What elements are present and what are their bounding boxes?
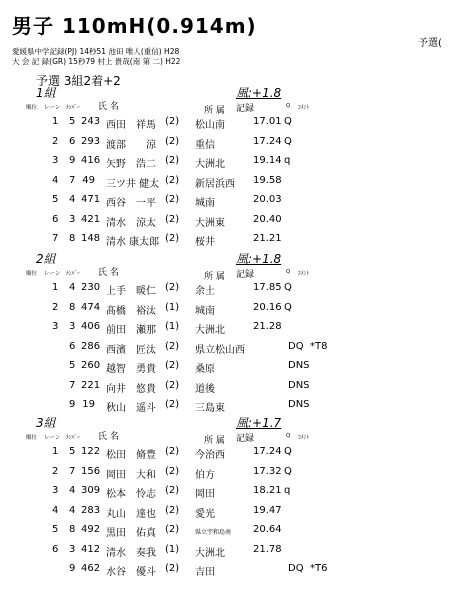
- col-name: 氏 名: [98, 102, 119, 112]
- col-rank: 順位: [26, 435, 38, 441]
- comment-cell: *T6: [310, 563, 328, 574]
- bib-number: 474: [81, 301, 101, 313]
- lane-cell: 4: [69, 194, 76, 205]
- athlete-name: 西谷 一平: [106, 198, 156, 209]
- result-row: [0, 233, 450, 253]
- qualification-mark: Q: [284, 446, 292, 457]
- record-time: 17.32: [253, 465, 282, 477]
- record-time: 21.28: [253, 321, 282, 332]
- grade-cell: (1): [165, 301, 180, 313]
- heat-name: 2組: [36, 252, 56, 266]
- col-lane: レーン: [44, 271, 61, 277]
- result-row: [0, 155, 450, 175]
- lane-cell: 3: [69, 543, 76, 555]
- athlete-name: 清水 涼太: [106, 217, 156, 229]
- lane-cell: 5: [69, 446, 76, 457]
- rank-cell: 6: [52, 213, 59, 225]
- record-time: 20.40: [253, 213, 282, 225]
- athlete-name: 西田 祥馬: [106, 120, 156, 131]
- col-affiliation: 所 属: [204, 272, 225, 282]
- grade-cell: (2): [165, 465, 180, 477]
- result-row: [0, 136, 450, 156]
- athlete-name: 秋山 遥斗: [106, 403, 156, 414]
- col-name: 氏 名: [98, 432, 119, 442]
- col-q: Q: [286, 269, 291, 275]
- team-name: 城南: [195, 305, 215, 317]
- athlete-name: 上手 暖仁: [106, 286, 156, 297]
- result-row: [0, 466, 450, 486]
- qualification-mark: Q: [284, 116, 292, 127]
- athlete-name: 清水 奏我: [106, 547, 156, 559]
- bib-number: 293: [81, 135, 101, 147]
- bib-number: 471: [81, 194, 101, 205]
- result-row: [0, 302, 450, 322]
- col-rank: 順位: [26, 105, 38, 111]
- heat-info: 予選 3組2着+2: [36, 74, 121, 88]
- rank-cell: 4: [52, 174, 59, 186]
- record-time: DNS: [288, 360, 310, 371]
- team-name: 岡田: [195, 489, 215, 500]
- bib-number: 406: [81, 321, 101, 332]
- lane-cell: 4: [69, 504, 76, 516]
- team-name: 桜井: [195, 237, 215, 248]
- bib-number: 309: [81, 485, 101, 496]
- col-lane: レーン: [44, 105, 61, 111]
- record-time: DQ: [288, 563, 304, 574]
- lane-cell: 8: [69, 524, 76, 535]
- qualification-mark: Q: [284, 465, 292, 477]
- lane-cell: 9: [69, 155, 76, 166]
- rank-cell: 1: [52, 282, 59, 293]
- rank-cell: 7: [52, 233, 59, 244]
- athlete-name: 前田 瀬那: [106, 325, 156, 336]
- result-row: [0, 505, 450, 525]
- team-name: 重信: [195, 139, 215, 151]
- bib-number: 286: [81, 340, 101, 352]
- col-affiliation: 所 属: [204, 436, 225, 446]
- col-name: 氏 名: [98, 268, 119, 278]
- team-name: 吉田: [195, 567, 215, 578]
- grade-cell: (2): [165, 213, 180, 225]
- grade-cell: (2): [165, 174, 180, 186]
- col-lane: レーン: [44, 435, 61, 441]
- result-row: [0, 321, 450, 341]
- grade-cell: (2): [165, 524, 180, 535]
- record-time: DQ: [288, 340, 304, 352]
- lane-cell: 7: [69, 174, 76, 186]
- record-pj: 愛媛県中学記録(PJ) 14秒51 池田 唯人(重信) H28: [12, 47, 180, 56]
- record-time: 21.21: [253, 233, 282, 244]
- lane-cell: 7: [69, 379, 76, 391]
- grade-cell: (2): [165, 446, 180, 457]
- result-row: [0, 360, 450, 380]
- lane-cell: 7: [69, 465, 76, 477]
- grade-cell: (2): [165, 399, 180, 410]
- athlete-name: 水谷 優斗: [106, 567, 156, 578]
- grade-cell: (2): [165, 340, 180, 352]
- athlete-name: 向井 悠貴: [106, 383, 156, 395]
- col-record: 記録: [236, 434, 255, 444]
- qualification-mark: Q: [284, 135, 292, 147]
- team-name: 城南: [195, 198, 215, 209]
- col-number: ﾅﾝﾊﾞｰ: [66, 105, 80, 111]
- athlete-name: 髙橋 裕汰: [106, 305, 156, 317]
- team-name: 大洲北: [195, 325, 225, 336]
- col-affiliation: 所 属: [204, 106, 225, 116]
- record-time: 19.58: [253, 174, 282, 186]
- athlete-name: 丸山 達也: [106, 508, 156, 520]
- record-time: 17.85: [253, 282, 282, 293]
- record-time: 19.14: [253, 155, 282, 166]
- lane-cell: 4: [69, 485, 76, 496]
- bib-number: 122: [81, 446, 101, 457]
- lane-cell: 4: [69, 282, 76, 293]
- bib-number: 148: [81, 233, 101, 244]
- record-time: 17.24: [253, 446, 282, 457]
- athlete-name: 矢野 浩二: [106, 159, 156, 170]
- col-record: 記録: [236, 104, 255, 114]
- lane-cell: 3: [69, 213, 76, 225]
- rank-cell: 3: [52, 321, 59, 332]
- grade-cell: (2): [165, 194, 180, 205]
- record-time: 21.78: [253, 543, 282, 555]
- record-time: 17.01: [253, 116, 282, 127]
- col-comment: ｺﾒﾝﾄ: [298, 271, 310, 277]
- team-name: 新居浜西: [195, 178, 235, 190]
- record-time: DNS: [288, 399, 310, 410]
- team-name: 県立松山西: [195, 344, 245, 356]
- col-number: ﾅﾝﾊﾞｰ: [66, 435, 80, 441]
- team-name: 余土: [195, 286, 215, 297]
- record-time: 20.64: [253, 524, 282, 535]
- grade-cell: (2): [165, 135, 180, 147]
- rank-cell: 2: [52, 135, 59, 147]
- col-comment: ｺﾒﾝﾄ: [298, 435, 310, 441]
- athlete-name: 黒田 佑真: [106, 528, 156, 539]
- team-name: 松山南: [195, 120, 225, 131]
- col-q: Q: [286, 433, 291, 439]
- result-row: [0, 282, 450, 302]
- athlete-name: 松田 脩豊: [106, 450, 156, 461]
- result-row: [0, 544, 450, 564]
- heat-name: 3組: [36, 416, 56, 430]
- wind-reading: 風:+1.7: [236, 416, 282, 430]
- qualification-mark: Q: [284, 301, 292, 313]
- bib-number: 156: [81, 465, 101, 477]
- bib-number: 416: [81, 155, 101, 166]
- bib-number: 492: [81, 524, 101, 535]
- grade-cell: (2): [165, 379, 180, 391]
- athlete-name: 松本 怜志: [106, 489, 156, 500]
- lane-cell: 9: [69, 399, 76, 410]
- record-time: 20.16: [253, 301, 282, 313]
- record-time: 20.03: [253, 194, 282, 205]
- rank-cell: 3: [52, 155, 59, 166]
- team-name: 大洲北: [195, 547, 225, 559]
- team-name: 今治西: [195, 450, 225, 461]
- result-row: [0, 380, 450, 400]
- record-time: 17.24: [253, 135, 282, 147]
- wind-reading: 風:+1.8: [236, 86, 282, 100]
- bib-number: 19: [82, 399, 95, 410]
- rank-cell: 1: [52, 446, 59, 457]
- result-row: [0, 399, 450, 419]
- rank-cell: 3: [52, 485, 59, 496]
- record-gr: 大 会 記 録(GR) 15秒79 村上 貴哉(南 第 二) H22: [12, 57, 181, 66]
- lane-cell: 9: [69, 563, 76, 574]
- athlete-name: 三ツ井 健太: [106, 178, 160, 190]
- team-name: 桑原: [195, 364, 215, 375]
- team-name: 三島東: [195, 403, 225, 414]
- grade-cell: (1): [165, 321, 180, 332]
- qualification-mark: Q: [284, 282, 292, 293]
- col-q: Q: [286, 103, 291, 109]
- col-comment: ｺﾒﾝﾄ: [298, 105, 310, 111]
- bib-number: 462: [81, 563, 101, 574]
- qualification-mark: q: [284, 155, 291, 166]
- result-row: [0, 485, 450, 505]
- result-row: [0, 194, 450, 214]
- rank-cell: 1: [52, 116, 59, 127]
- qualification-mark: q: [284, 485, 291, 496]
- bib-number: 412: [81, 543, 101, 555]
- bib-number: 243: [81, 116, 101, 127]
- bib-number: 283: [81, 504, 101, 516]
- grade-cell: (2): [165, 233, 180, 244]
- round-label: 予選(: [418, 38, 442, 49]
- rank-cell: 6: [52, 543, 59, 555]
- comment-cell: *T8: [310, 340, 328, 352]
- result-row: [0, 341, 450, 361]
- result-row: [0, 116, 450, 136]
- result-row: [0, 524, 450, 544]
- grade-cell: (2): [165, 504, 180, 516]
- record-time: DNS: [288, 379, 310, 391]
- grade-cell: (2): [165, 155, 180, 166]
- athlete-name: 渡部 涼: [106, 139, 156, 151]
- grade-cell: (2): [165, 563, 180, 574]
- result-row: [0, 446, 450, 466]
- wind-reading: 風:+1.8: [236, 252, 282, 266]
- athlete-name: 越智 勇貴: [106, 364, 156, 375]
- rank-cell: 5: [52, 524, 59, 535]
- lane-cell: 6: [69, 135, 76, 147]
- athlete-name: 岡田 大和: [106, 469, 156, 481]
- team-name: 県立宇和島南: [195, 529, 232, 536]
- event-title: 男子 110mH(0.914m): [12, 14, 257, 38]
- col-number: ﾅﾝﾊﾞｰ: [66, 271, 80, 277]
- bib-number: 221: [81, 379, 101, 391]
- athlete-name: 西濱 匠汰: [106, 344, 156, 356]
- lane-cell: 8: [69, 301, 76, 313]
- result-row: [0, 563, 450, 583]
- rank-cell: 2: [52, 301, 59, 313]
- team-name: 大洲北: [195, 159, 225, 170]
- grade-cell: (2): [165, 116, 180, 127]
- athlete-name: 清水 康太郎: [106, 237, 160, 248]
- rank-cell: 5: [52, 194, 59, 205]
- col-record: 記録: [236, 270, 255, 280]
- team-name: 道後: [195, 383, 215, 395]
- lane-cell: 5: [69, 360, 76, 371]
- lane-cell: 5: [69, 116, 76, 127]
- team-name: 伯方: [195, 469, 215, 481]
- result-row: [0, 214, 450, 234]
- grade-cell: (1): [165, 543, 180, 555]
- heat-name: 1組: [36, 86, 56, 100]
- bib-number: 49: [82, 174, 95, 186]
- rank-cell: 2: [52, 465, 59, 477]
- col-rank: 順位: [26, 271, 38, 277]
- lane-cell: 3: [69, 321, 76, 332]
- rank-cell: 4: [52, 504, 59, 516]
- bib-number: 230: [81, 282, 101, 293]
- result-row: [0, 175, 450, 195]
- grade-cell: (2): [165, 282, 180, 293]
- bib-number: 260: [81, 360, 101, 371]
- lane-cell: 6: [69, 340, 76, 352]
- team-name: 大洲東: [195, 217, 225, 229]
- lane-cell: 8: [69, 233, 76, 244]
- record-time: 18.21: [253, 485, 282, 496]
- bib-number: 421: [81, 213, 101, 225]
- grade-cell: (2): [165, 485, 180, 496]
- grade-cell: (2): [165, 360, 180, 371]
- record-time: 19.47: [253, 504, 282, 516]
- team-name: 愛光: [195, 508, 215, 520]
